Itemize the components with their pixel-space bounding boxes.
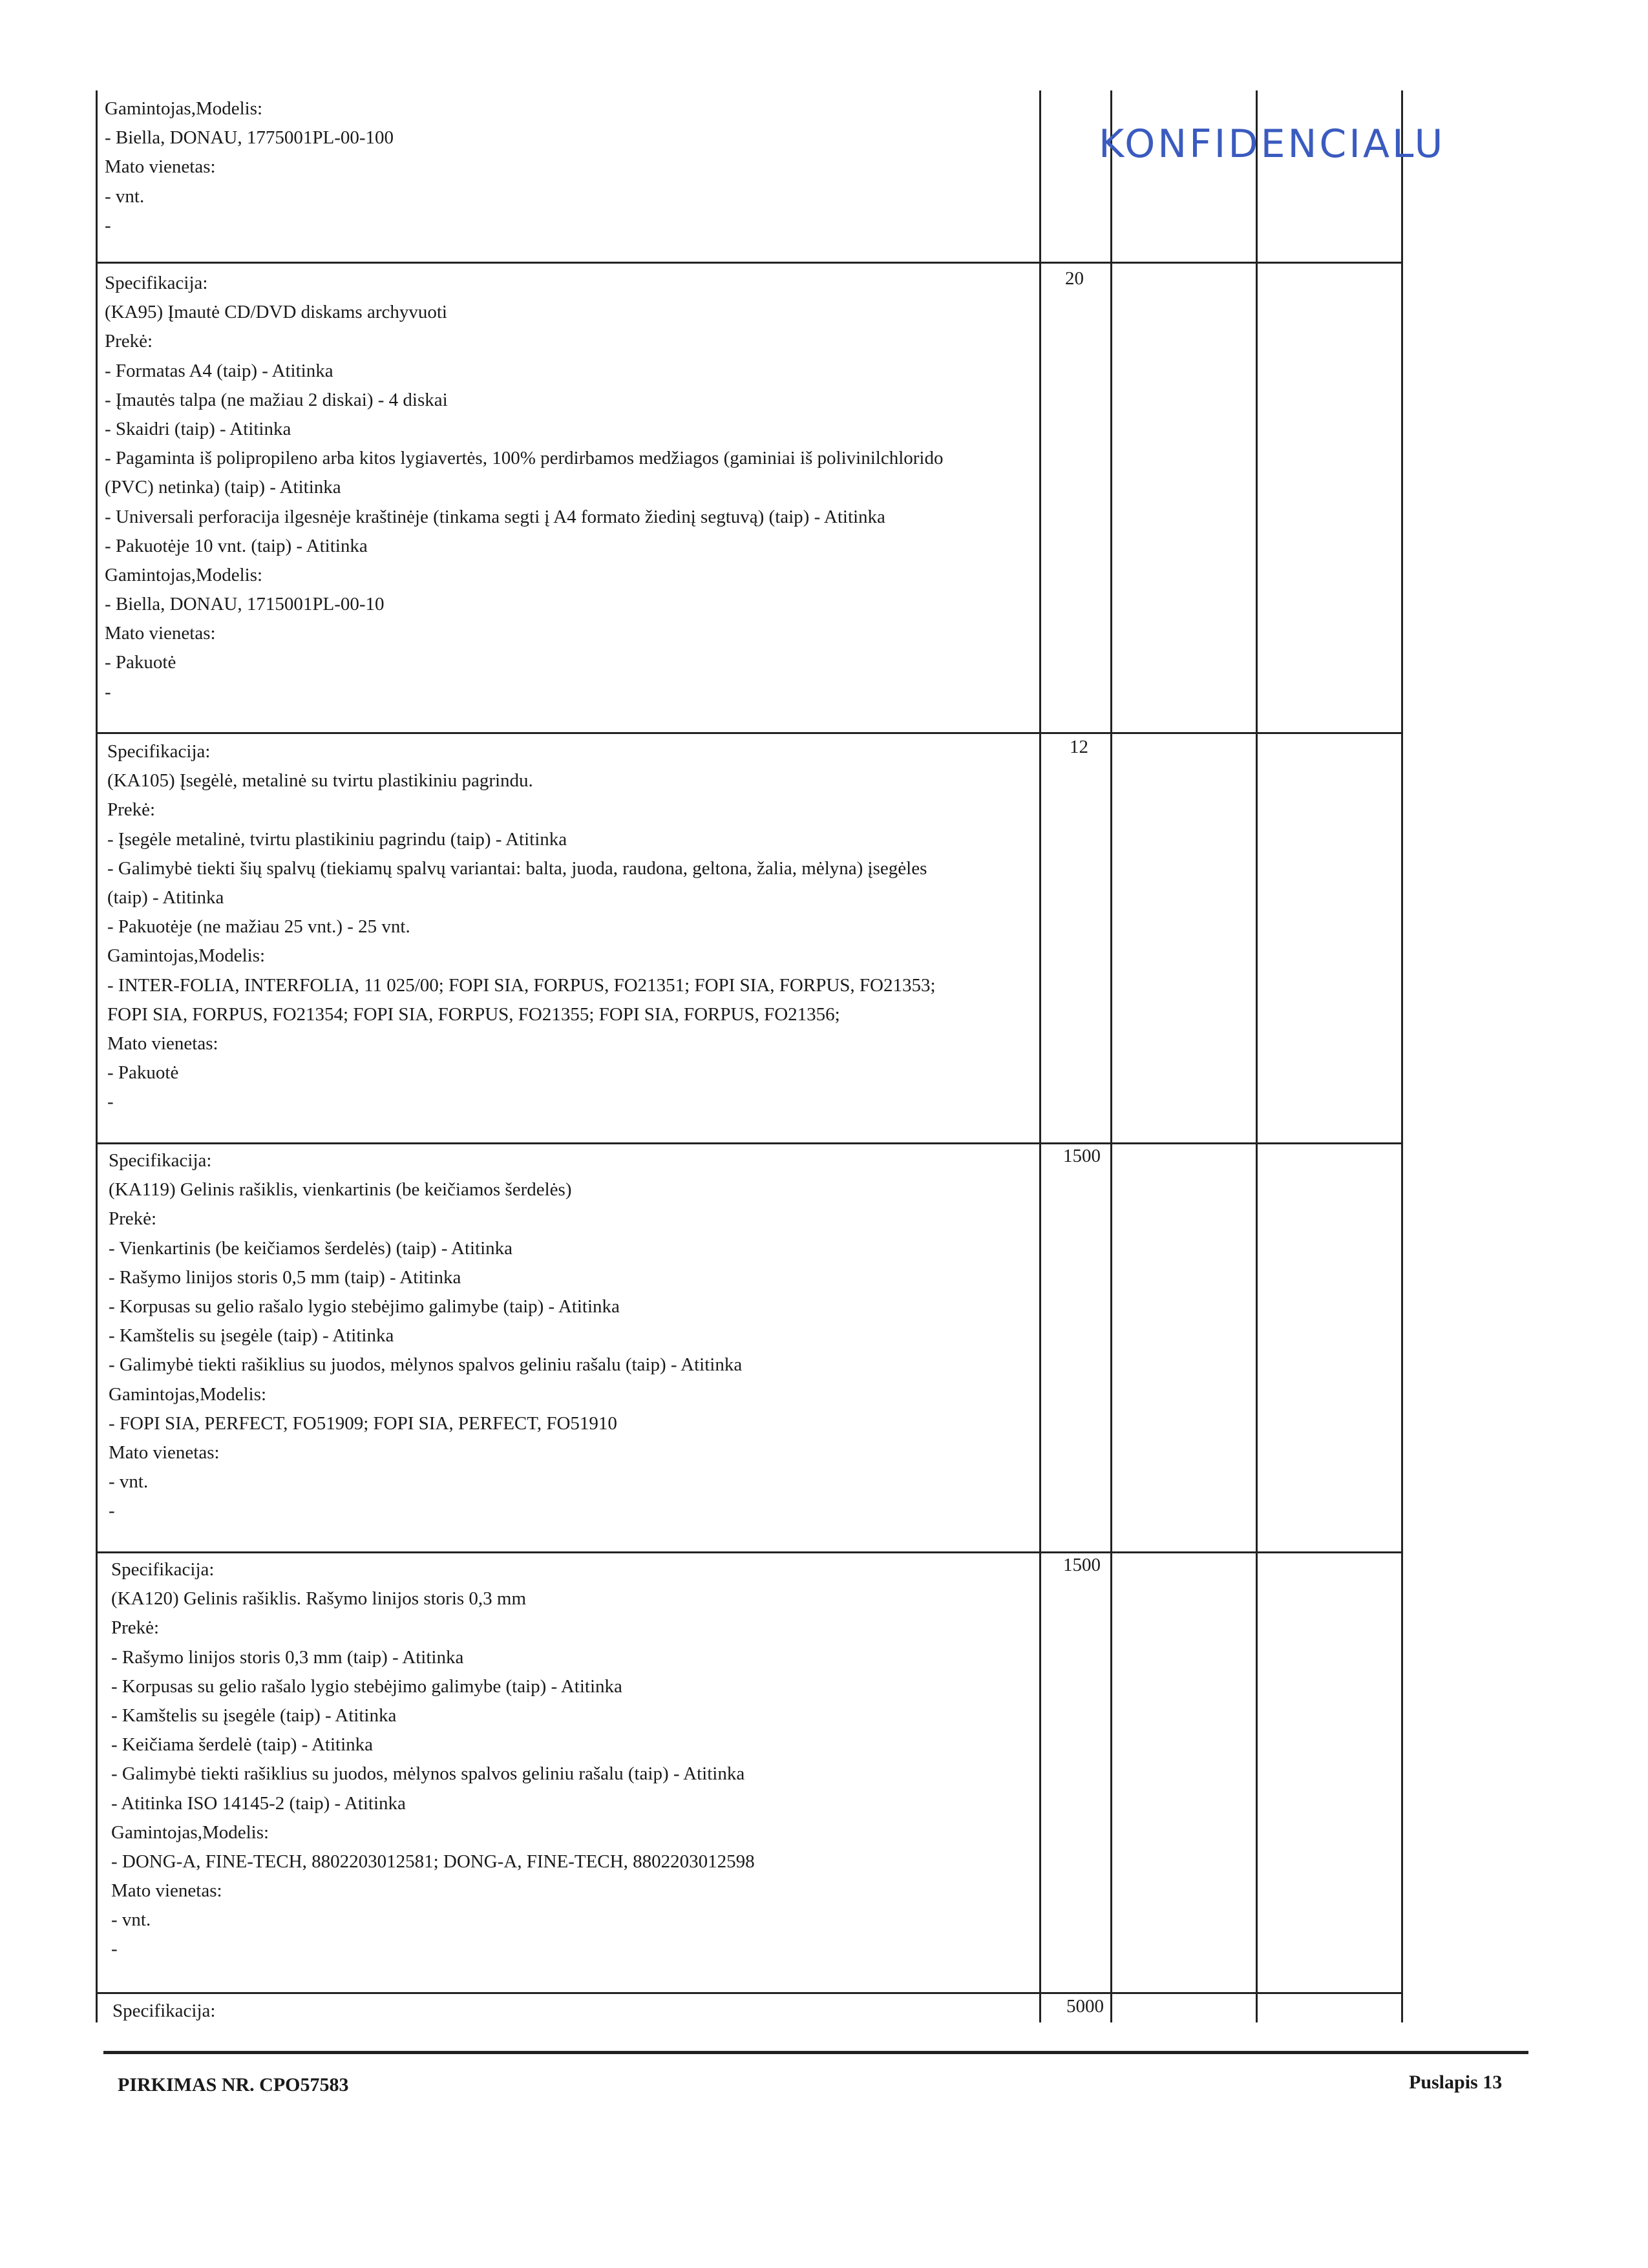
text-line: Prekė: <box>107 799 156 821</box>
text-line: Gamintojas,Modelis: <box>105 98 263 119</box>
text-line: - Rašymo linijos storis 0,3 mm (taip) - Atitinka <box>111 1646 464 1668</box>
table-row-text <box>107 737 936 1117</box>
text-line: Specifikacija: <box>109 1150 212 1171</box>
text-line: - Universali perforacija ilgesnėje kraštinėje (tinkama segti į A4 formato žiedinį segtuvą) (taip) - Atitinka <box>105 506 885 527</box>
text-line: - Korpusas su gelio rašalo lygio stebėjimo galimybe (taip) - Atitinka <box>109 1296 620 1317</box>
text-line: Gamintojas,Modelis: <box>109 1383 267 1405</box>
procurement-number: PIRKIMAS NR. CPO57583 <box>118 2074 349 2095</box>
table-column-divider-2 <box>1110 90 1112 2022</box>
quantity-cell: 1500 <box>1063 1146 1101 1166</box>
text-line: - Įsegėle metalinė, tvirtu plastikiniu pagrindu (taip) - Atitinka <box>107 828 567 850</box>
text-line: - <box>111 1938 118 1960</box>
text-line: - Keičiama šerdelė (taip) - Atitinka <box>111 1734 374 1756</box>
text-line: (KA119) Gelinis rašiklis, vienkartinis (be keičiamos šerdelės) <box>109 1179 572 1201</box>
table-row-text <box>112 1997 215 2026</box>
text-line: (KA105) Įsegėlė, metalinė su tvirtu plastikiniu pagrindu. <box>107 770 533 792</box>
text-line: - Galimybė tiekti rašiklius su juodos, mėlynos spalvos geliniu rašalu (taip) - Atitinka <box>109 1354 743 1376</box>
text-line: - Biella, DONAU, 1775001PL-00-100 <box>105 127 394 149</box>
text-line: - <box>107 1091 114 1113</box>
text-line: - Biella, DONAU, 1715001PL-00-10 <box>105 594 385 615</box>
text-line: - Skaidri (taip) - Atitinka <box>105 418 291 439</box>
text-line: Specifikacija: <box>105 273 208 293</box>
text-line: - Atitinka ISO 14145-2 (taip) - Atitinka <box>111 1792 406 1814</box>
text-line: - vnt. <box>111 1909 151 1931</box>
text-line: - Pakuotėje 10 vnt. (taip) - Atitinka <box>105 535 368 556</box>
text-line: - Galimybė tiekti šių spalvų (tiekiamų spalvų variantai: balta, juoda, raudona, geltona, žalia, mėlyna) įsegėles <box>107 857 927 879</box>
row-separator <box>96 1142 1403 1144</box>
text-line: - INTER-FOLIA, INTERFOLIA, 11 025/00; FOPI SIA, FORPUS, FO21351; FOPI SIA, FORPUS, FO21353; <box>107 974 936 996</box>
table-left-border <box>96 90 98 2022</box>
text-line: Mato vienetas: <box>111 1880 222 1902</box>
text-line: Mato vienetas: <box>109 1442 220 1463</box>
text-line: Gamintojas,Modelis: <box>107 945 266 967</box>
text-line: - <box>105 681 111 702</box>
row-separator <box>96 1551 1403 1553</box>
text-line: - <box>105 215 111 236</box>
table-column-divider-3 <box>1256 90 1258 2022</box>
quantity-cell: 1500 <box>1063 1555 1101 1575</box>
text-line: Mato vienetas: <box>107 1033 218 1054</box>
text-line: - DONG-A, FINE-TECH, 8802203012581; DONG-A, FINE-TECH, 8802203012598 <box>111 1851 755 1872</box>
text-line: - Galimybė tiekti rašiklius su juodos, mėlynos spalvos geliniu rašalu (taip) - Atitinka <box>111 1763 745 1785</box>
text-line: Prekė: <box>111 1617 160 1639</box>
text-line: Prekė: <box>109 1208 157 1230</box>
row-separator <box>96 732 1403 734</box>
table-row-text <box>109 1146 742 1526</box>
table-row-text <box>111 1555 755 1964</box>
quantity-cell: 20 <box>1065 268 1084 289</box>
text-line: (KA95) Įmautė CD/DVD diskams archyvuoti <box>105 302 447 323</box>
text-line: Mato vienetas: <box>105 156 216 178</box>
text-line: - Rašymo linijos storis 0,5 mm (taip) - Atitinka <box>109 1266 461 1288</box>
row-separator <box>96 1992 1403 1994</box>
text-line: (KA120) Gelinis rašiklis. Rašymo linijos storis 0,3 mm <box>111 1588 527 1610</box>
text-line: Mato vienetas: <box>105 623 216 644</box>
text-line: Gamintojas,Modelis: <box>111 1822 269 1843</box>
text-line: - vnt. <box>109 1471 149 1493</box>
text-line: - Kamštelis su įsegėle (taip) - Atitinka <box>109 1325 394 1347</box>
table-right-border <box>1401 90 1403 2022</box>
text-line: (PVC) netinka) (taip) - Atitinka <box>105 477 341 498</box>
text-line: - FOPI SIA, PERFECT, FO51909; FOPI SIA, PERFECT, FO51910 <box>109 1412 617 1434</box>
table-row-text <box>105 94 394 240</box>
footer-rule <box>103 2051 1528 2054</box>
text-line: Specifikacija: <box>112 2000 216 2021</box>
text-line: - Įmautės talpa (ne mažiau 2 diskai) - 4 diskai <box>105 389 448 410</box>
page-number: Puslapis 13 <box>1409 2072 1503 2093</box>
confidential-stamp: KONFIDENCIALU <box>1099 121 1446 167</box>
text-line: (taip) - Atitinka <box>107 887 224 908</box>
quantity-cell: 12 <box>1070 737 1088 757</box>
text-line: Prekė: <box>105 331 153 352</box>
text-line: - Vienkartinis (be keičiamos šerdelės) (taip) - Atitinka <box>109 1237 513 1259</box>
text-line: Specifikacija: <box>107 741 211 762</box>
text-line: Specifikacija: <box>111 1559 215 1580</box>
table-column-divider-1 <box>1039 90 1041 2022</box>
text-line: - Pagaminta iš polipropileno arba kitos lygiavertės, 100% perdirbamos medžiagos (gaminiai iš polivinilchlorido <box>105 448 944 469</box>
text-line: Gamintojas,Modelis: <box>105 564 263 585</box>
text-line: - Pakuotė <box>107 1062 179 1084</box>
text-line: - vnt. <box>105 185 145 207</box>
table-row-text <box>105 269 943 707</box>
text-line: - Kamštelis su įsegėle (taip) - Atitinka <box>111 1705 397 1726</box>
row-separator <box>96 262 1403 264</box>
text-line: - Pakuotėje (ne mažiau 25 vnt.) - 25 vnt. <box>107 916 410 938</box>
text-line: - <box>109 1500 115 1522</box>
text-line: - Korpusas su gelio rašalo lygio stebėjimo galimybe (taip) - Atitinka <box>111 1675 622 1697</box>
text-line: FOPI SIA, FORPUS, FO21354; FOPI SIA, FORPUS, FO21355; FOPI SIA, FORPUS, FO21356; <box>107 1003 840 1025</box>
quantity-cell: 5000 <box>1066 1996 1104 2017</box>
text-line: - Formatas A4 (taip) - Atitinka <box>105 360 333 381</box>
text-line: - Pakuotė <box>105 652 176 673</box>
